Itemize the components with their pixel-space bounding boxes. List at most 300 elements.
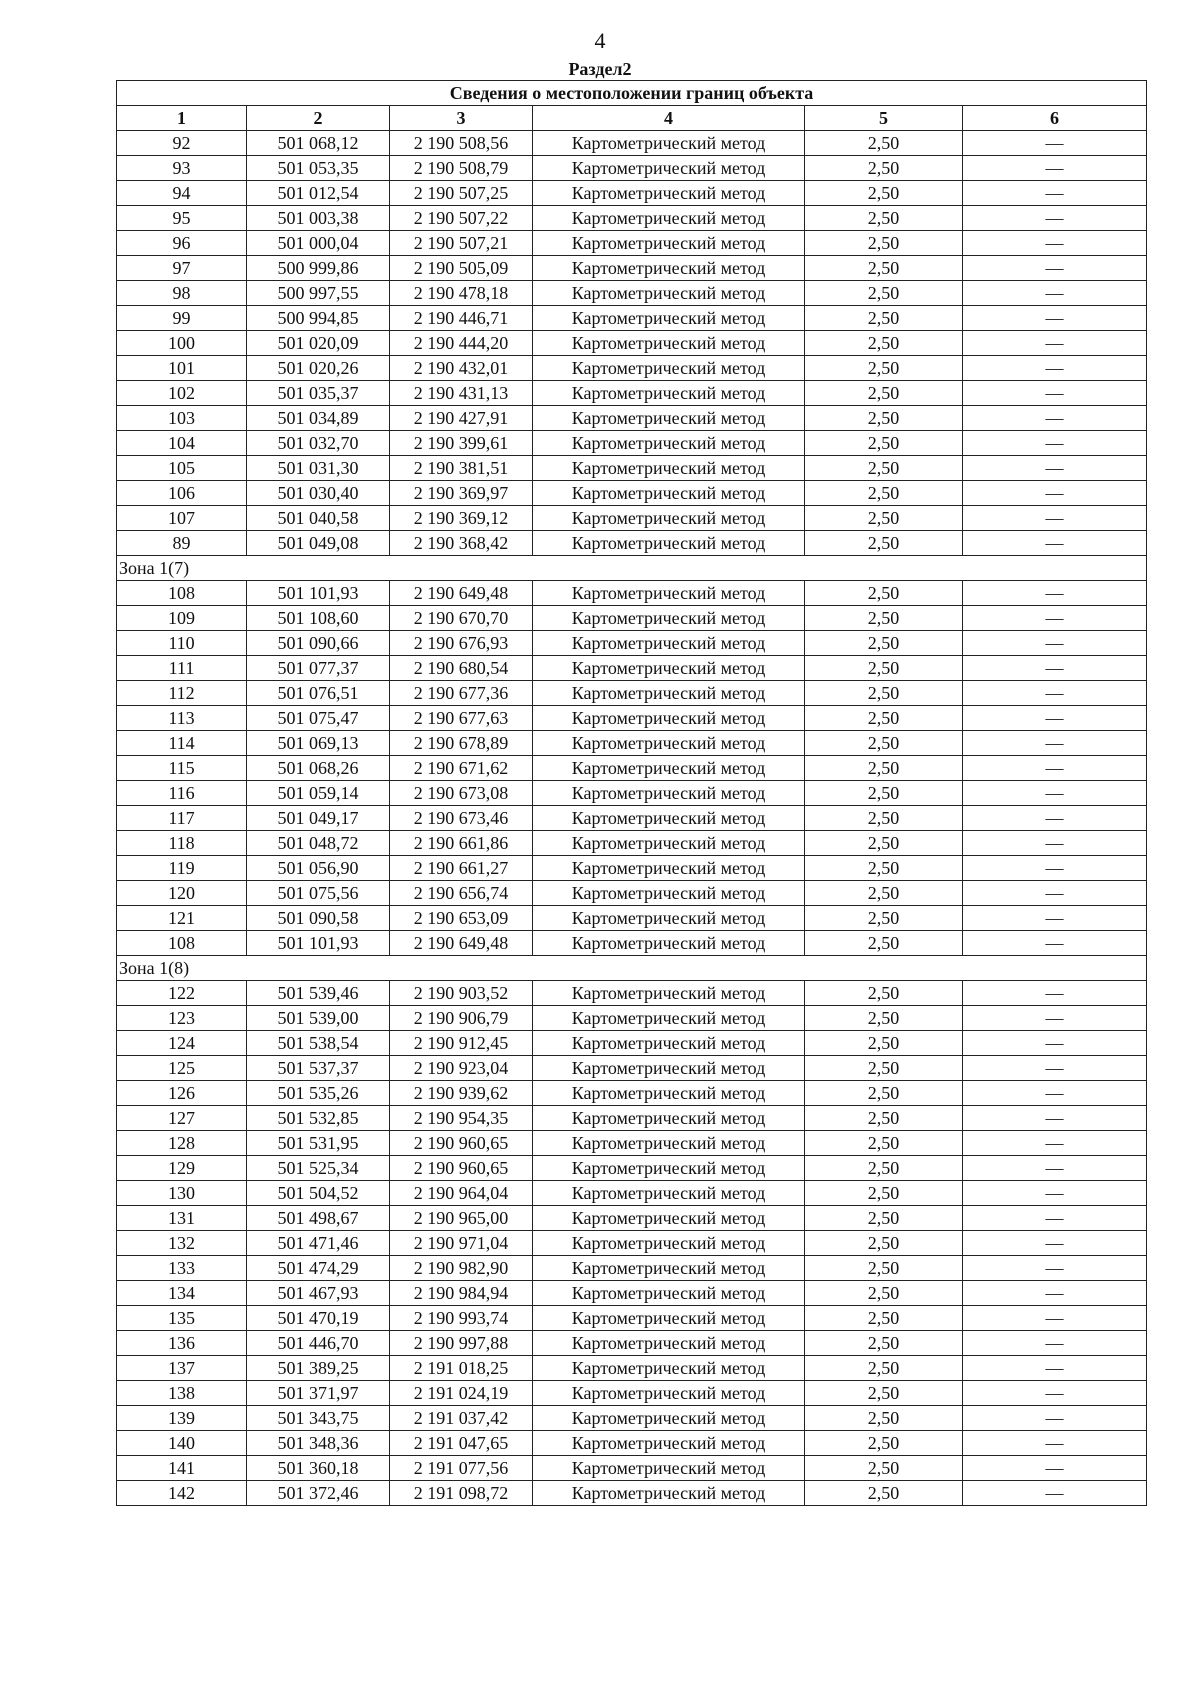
x-coordinate-cell: 501 059,14 (247, 781, 390, 806)
table-row (117, 706, 1147, 731)
y-coordinate-cell: 2 190 507,21 (390, 231, 533, 256)
accuracy-cell: 2,50 (805, 1031, 963, 1056)
table-row (117, 981, 1147, 1006)
accuracy-cell: 2,50 (805, 1231, 963, 1256)
y-coordinate-cell: 2 190 446,71 (390, 306, 533, 331)
x-coordinate-cell: 501 343,75 (247, 1406, 390, 1431)
method-cell: Картометрический метод (533, 1156, 805, 1181)
x-coordinate-cell: 501 068,26 (247, 756, 390, 781)
method-cell: Картометрический метод (533, 431, 805, 456)
accuracy-cell: 2,50 (805, 356, 963, 381)
y-coordinate-cell: 2 190 656,74 (390, 881, 533, 906)
y-coordinate-cell: 2 190 507,22 (390, 206, 533, 231)
table-row (117, 1181, 1147, 1206)
y-coordinate-cell: 2 190 661,27 (390, 856, 533, 881)
y-coordinate-cell: 2 190 670,70 (390, 606, 533, 631)
description-cell: — (963, 431, 1147, 456)
method-cell: Картометрический метод (533, 306, 805, 331)
method-cell: Картометрический метод (533, 1306, 805, 1331)
accuracy-cell: 2,50 (805, 256, 963, 281)
description-cell: — (963, 1281, 1147, 1306)
table-row (117, 156, 1147, 181)
description-cell: — (963, 1231, 1147, 1256)
table-row (117, 456, 1147, 481)
x-coordinate-cell: 501 048,72 (247, 831, 390, 856)
method-cell: Картометрический метод (533, 281, 805, 306)
x-coordinate-cell: 501 030,40 (247, 481, 390, 506)
description-cell: — (963, 406, 1147, 431)
accuracy-cell: 2,50 (805, 1156, 963, 1181)
table-caption-row (117, 81, 1147, 106)
accuracy-cell: 2,50 (805, 1306, 963, 1331)
table-row (117, 606, 1147, 631)
y-coordinate-cell: 2 190 399,61 (390, 431, 533, 456)
description-cell: — (963, 231, 1147, 256)
point-number-cell: 109 (117, 606, 247, 631)
x-coordinate-cell: 500 999,86 (247, 256, 390, 281)
description-cell: — (963, 356, 1147, 381)
table-row (117, 906, 1147, 931)
table-row (117, 281, 1147, 306)
y-coordinate-cell: 2 190 653,09 (390, 906, 533, 931)
x-coordinate-cell: 501 538,54 (247, 1031, 390, 1056)
point-number-cell: 113 (117, 706, 247, 731)
description-cell: — (963, 1481, 1147, 1506)
point-number-cell: 138 (117, 1381, 247, 1406)
accuracy-cell: 2,50 (805, 431, 963, 456)
point-number-cell: 133 (117, 1256, 247, 1281)
y-coordinate-cell: 2 190 678,89 (390, 731, 533, 756)
description-cell: — (963, 1181, 1147, 1206)
point-number-cell: 125 (117, 1056, 247, 1081)
point-number-cell: 131 (117, 1206, 247, 1231)
table-row (117, 1231, 1147, 1256)
x-coordinate-cell: 501 360,18 (247, 1456, 390, 1481)
method-cell: Картометрический метод (533, 606, 805, 631)
x-coordinate-cell: 501 056,90 (247, 856, 390, 881)
table-body (117, 131, 1147, 1506)
description-cell: — (963, 506, 1147, 531)
y-coordinate-cell: 2 190 903,52 (390, 981, 533, 1006)
table-row (117, 506, 1147, 531)
description-cell: — (963, 631, 1147, 656)
point-number-cell: 100 (117, 331, 247, 356)
method-cell: Картометрический метод (533, 181, 805, 206)
accuracy-cell: 2,50 (805, 906, 963, 931)
accuracy-cell: 2,50 (805, 781, 963, 806)
description-cell: — (963, 1331, 1147, 1356)
description-cell: — (963, 531, 1147, 556)
accuracy-cell: 2,50 (805, 1356, 963, 1381)
table-row (117, 806, 1147, 831)
description-cell: — (963, 931, 1147, 956)
table-row (117, 431, 1147, 456)
point-number-cell: 139 (117, 1406, 247, 1431)
method-cell: Картометрический метод (533, 656, 805, 681)
table-row (117, 731, 1147, 756)
description-cell: — (963, 256, 1147, 281)
point-number-cell: 92 (117, 131, 247, 156)
accuracy-cell: 2,50 (805, 1006, 963, 1031)
method-cell: Картометрический метод (533, 1256, 805, 1281)
method-cell: Картометрический метод (533, 1181, 805, 1206)
method-cell: Картометрический метод (533, 1106, 805, 1131)
y-coordinate-cell: 2 191 077,56 (390, 1456, 533, 1481)
table-row (117, 931, 1147, 956)
table-row (117, 1081, 1147, 1106)
table-row (117, 856, 1147, 881)
accuracy-cell: 2,50 (805, 806, 963, 831)
boundary-coordinates-table (116, 80, 1147, 1506)
point-number-cell: 140 (117, 1431, 247, 1456)
method-cell: Картометрический метод (533, 531, 805, 556)
table-row (117, 1431, 1147, 1456)
table-row (117, 231, 1147, 256)
x-coordinate-cell: 501 539,46 (247, 981, 390, 1006)
y-coordinate-cell: 2 190 478,18 (390, 281, 533, 306)
method-cell: Картометрический метод (533, 456, 805, 481)
y-coordinate-cell: 2 190 505,09 (390, 256, 533, 281)
accuracy-cell: 2,50 (805, 156, 963, 181)
x-coordinate-cell: 501 389,25 (247, 1356, 390, 1381)
accuracy-cell: 2,50 (805, 206, 963, 231)
description-cell: — (963, 831, 1147, 856)
accuracy-cell: 2,50 (805, 756, 963, 781)
table-row (117, 131, 1147, 156)
x-coordinate-cell: 501 069,13 (247, 731, 390, 756)
y-coordinate-cell: 2 190 677,63 (390, 706, 533, 731)
description-cell: — (963, 1431, 1147, 1456)
x-coordinate-cell: 501 535,26 (247, 1081, 390, 1106)
accuracy-cell: 2,50 (805, 306, 963, 331)
method-cell: Картометрический метод (533, 1456, 805, 1481)
y-coordinate-cell: 2 190 993,74 (390, 1306, 533, 1331)
point-number-cell: 119 (117, 856, 247, 881)
table-row (117, 356, 1147, 381)
method-cell: Картометрический метод (533, 506, 805, 531)
method-cell: Картометрический метод (533, 1081, 805, 1106)
y-coordinate-cell: 2 190 507,25 (390, 181, 533, 206)
x-coordinate-cell: 501 075,56 (247, 881, 390, 906)
point-number-cell: 103 (117, 406, 247, 431)
method-cell: Картометрический метод (533, 906, 805, 931)
zone-label: Зона 1(8) (117, 956, 1147, 981)
table-row (117, 631, 1147, 656)
point-number-cell: 127 (117, 1106, 247, 1131)
x-coordinate-cell: 501 446,70 (247, 1331, 390, 1356)
point-number-cell: 135 (117, 1306, 247, 1331)
method-cell: Картометрический метод (533, 206, 805, 231)
description-cell: — (963, 206, 1147, 231)
method-cell: Картометрический метод (533, 1006, 805, 1031)
x-coordinate-cell: 501 470,19 (247, 1306, 390, 1331)
x-coordinate-cell: 501 053,35 (247, 156, 390, 181)
table-row (117, 1006, 1147, 1031)
column-header: 6 (963, 106, 1147, 131)
point-number-cell: 97 (117, 256, 247, 281)
description-cell: — (963, 1056, 1147, 1081)
zone-header-row (117, 956, 1147, 981)
x-coordinate-cell: 501 049,17 (247, 806, 390, 831)
method-cell: Картометрический метод (533, 756, 805, 781)
description-cell: — (963, 981, 1147, 1006)
description-cell: — (963, 1006, 1147, 1031)
point-number-cell: 108 (117, 581, 247, 606)
point-number-cell: 101 (117, 356, 247, 381)
y-coordinate-cell: 2 190 965,00 (390, 1206, 533, 1231)
table-row (117, 531, 1147, 556)
y-coordinate-cell: 2 190 661,86 (390, 831, 533, 856)
table-row (117, 681, 1147, 706)
table-caption: Сведения о местоположении границ объекта (117, 81, 1147, 106)
accuracy-cell: 2,50 (805, 381, 963, 406)
point-number-cell: 121 (117, 906, 247, 931)
accuracy-cell: 2,50 (805, 281, 963, 306)
x-coordinate-cell: 501 003,38 (247, 206, 390, 231)
description-cell: — (963, 1456, 1147, 1481)
accuracy-cell: 2,50 (805, 1081, 963, 1106)
point-number-cell: 99 (117, 306, 247, 331)
accuracy-cell: 2,50 (805, 131, 963, 156)
accuracy-cell: 2,50 (805, 581, 963, 606)
x-coordinate-cell: 501 076,51 (247, 681, 390, 706)
y-coordinate-cell: 2 190 432,01 (390, 356, 533, 381)
accuracy-cell: 2,50 (805, 1181, 963, 1206)
x-coordinate-cell: 501 077,37 (247, 656, 390, 681)
column-header: 3 (390, 106, 533, 131)
x-coordinate-cell: 501 068,12 (247, 131, 390, 156)
method-cell: Картометрический метод (533, 831, 805, 856)
x-coordinate-cell: 501 108,60 (247, 606, 390, 631)
description-cell: — (963, 281, 1147, 306)
accuracy-cell: 2,50 (805, 406, 963, 431)
table-row (117, 481, 1147, 506)
description-cell: — (963, 1131, 1147, 1156)
description-cell: — (963, 1406, 1147, 1431)
method-cell: Картометрический метод (533, 731, 805, 756)
table-row (117, 781, 1147, 806)
x-coordinate-cell: 501 101,93 (247, 931, 390, 956)
point-number-cell: 130 (117, 1181, 247, 1206)
point-number-cell: 112 (117, 681, 247, 706)
method-cell: Картометрический метод (533, 1281, 805, 1306)
description-cell: — (963, 581, 1147, 606)
point-number-cell: 104 (117, 431, 247, 456)
accuracy-cell: 2,50 (805, 1406, 963, 1431)
description-cell: — (963, 131, 1147, 156)
y-coordinate-cell: 2 190 912,45 (390, 1031, 533, 1056)
y-coordinate-cell: 2 190 939,62 (390, 1081, 533, 1106)
accuracy-cell: 2,50 (805, 1106, 963, 1131)
description-cell: — (963, 1106, 1147, 1131)
method-cell: Картометрический метод (533, 631, 805, 656)
zone-label: Зона 1(7) (117, 556, 1147, 581)
description-cell: — (963, 1031, 1147, 1056)
accuracy-cell: 2,50 (805, 331, 963, 356)
x-coordinate-cell: 501 035,37 (247, 381, 390, 406)
point-number-cell: 120 (117, 881, 247, 906)
table-row (117, 1406, 1147, 1431)
table-row (117, 756, 1147, 781)
y-coordinate-cell: 2 190 671,62 (390, 756, 533, 781)
point-number-cell: 134 (117, 1281, 247, 1306)
method-cell: Картометрический метод (533, 856, 805, 881)
y-coordinate-cell: 2 191 024,19 (390, 1381, 533, 1406)
table-row (117, 1281, 1147, 1306)
method-cell: Картометрический метод (533, 256, 805, 281)
x-coordinate-cell: 501 012,54 (247, 181, 390, 206)
accuracy-cell: 2,50 (805, 631, 963, 656)
x-coordinate-cell: 501 525,34 (247, 1156, 390, 1181)
point-number-cell: 95 (117, 206, 247, 231)
point-number-cell: 94 (117, 181, 247, 206)
method-cell: Картометрический метод (533, 981, 805, 1006)
column-header: 4 (533, 106, 805, 131)
accuracy-cell: 2,50 (805, 881, 963, 906)
accuracy-cell: 2,50 (805, 1206, 963, 1231)
description-cell: — (963, 656, 1147, 681)
description-cell: — (963, 706, 1147, 731)
y-coordinate-cell: 2 190 923,04 (390, 1056, 533, 1081)
accuracy-cell: 2,50 (805, 931, 963, 956)
method-cell: Картометрический метод (533, 1056, 805, 1081)
section-title: Раздел2 (568, 59, 632, 79)
point-number-cell: 129 (117, 1156, 247, 1181)
method-cell: Картометрический метод (533, 1331, 805, 1356)
table-row (117, 406, 1147, 431)
table-row (117, 1131, 1147, 1156)
column-header-row (117, 106, 1147, 131)
x-coordinate-cell: 501 474,29 (247, 1256, 390, 1281)
table-row (117, 831, 1147, 856)
accuracy-cell: 2,50 (805, 831, 963, 856)
column-header: 1 (117, 106, 247, 131)
x-coordinate-cell: 501 034,89 (247, 406, 390, 431)
table-row (117, 1481, 1147, 1506)
x-coordinate-cell: 501 532,85 (247, 1106, 390, 1131)
description-cell: — (963, 881, 1147, 906)
method-cell: Картометрический метод (533, 806, 805, 831)
table-row (117, 1206, 1147, 1231)
accuracy-cell: 2,50 (805, 656, 963, 681)
table-row (117, 1031, 1147, 1056)
description-cell: — (963, 381, 1147, 406)
point-number-cell: 128 (117, 1131, 247, 1156)
y-coordinate-cell: 2 191 047,65 (390, 1431, 533, 1456)
accuracy-cell: 2,50 (805, 856, 963, 881)
description-cell: — (963, 906, 1147, 931)
point-number-cell: 142 (117, 1481, 247, 1506)
method-cell: Картометрический метод (533, 381, 805, 406)
x-coordinate-cell: 501 040,58 (247, 506, 390, 531)
method-cell: Картометрический метод (533, 1206, 805, 1231)
x-coordinate-cell: 500 994,85 (247, 306, 390, 331)
y-coordinate-cell: 2 190 508,56 (390, 131, 533, 156)
zone-header-row (117, 556, 1147, 581)
y-coordinate-cell: 2 190 982,90 (390, 1256, 533, 1281)
point-number-cell: 111 (117, 656, 247, 681)
accuracy-cell: 2,50 (805, 1131, 963, 1156)
accuracy-cell: 2,50 (805, 1431, 963, 1456)
description-cell: — (963, 156, 1147, 181)
point-number-cell: 114 (117, 731, 247, 756)
point-number-cell: 108 (117, 931, 247, 956)
accuracy-cell: 2,50 (805, 1381, 963, 1406)
point-number-cell: 110 (117, 631, 247, 656)
point-number-cell: 116 (117, 781, 247, 806)
y-coordinate-cell: 2 190 673,46 (390, 806, 533, 831)
method-cell: Картометрический метод (533, 1356, 805, 1381)
table-row (117, 1156, 1147, 1181)
x-coordinate-cell: 501 031,30 (247, 456, 390, 481)
method-cell: Картометрический метод (533, 406, 805, 431)
x-coordinate-cell: 501 090,58 (247, 906, 390, 931)
y-coordinate-cell: 2 191 018,25 (390, 1356, 533, 1381)
accuracy-cell: 2,50 (805, 1056, 963, 1081)
y-coordinate-cell: 2 190 984,94 (390, 1281, 533, 1306)
point-number-cell: 106 (117, 481, 247, 506)
description-cell: — (963, 681, 1147, 706)
method-cell: Картометрический метод (533, 331, 805, 356)
point-number-cell: 137 (117, 1356, 247, 1381)
table-row (117, 1106, 1147, 1131)
point-number-cell: 123 (117, 1006, 247, 1031)
table-row (117, 581, 1147, 606)
x-coordinate-cell: 501 467,93 (247, 1281, 390, 1306)
y-coordinate-cell: 2 190 444,20 (390, 331, 533, 356)
table-row (117, 656, 1147, 681)
point-number-cell: 126 (117, 1081, 247, 1106)
accuracy-cell: 2,50 (805, 481, 963, 506)
x-coordinate-cell: 501 537,37 (247, 1056, 390, 1081)
method-cell: Картометрический метод (533, 131, 805, 156)
x-coordinate-cell: 501 075,47 (247, 706, 390, 731)
y-coordinate-cell: 2 190 369,12 (390, 506, 533, 531)
x-coordinate-cell: 501 000,04 (247, 231, 390, 256)
table-row (117, 206, 1147, 231)
y-coordinate-cell: 2 190 508,79 (390, 156, 533, 181)
y-coordinate-cell: 2 190 971,04 (390, 1231, 533, 1256)
method-cell: Картометрический метод (533, 481, 805, 506)
accuracy-cell: 2,50 (805, 731, 963, 756)
accuracy-cell: 2,50 (805, 981, 963, 1006)
table-row (117, 1056, 1147, 1081)
point-number-cell: 118 (117, 831, 247, 856)
table-row (117, 1381, 1147, 1406)
y-coordinate-cell: 2 190 677,36 (390, 681, 533, 706)
point-number-cell: 107 (117, 506, 247, 531)
method-cell: Картометрический метод (533, 1231, 805, 1256)
point-number-cell: 102 (117, 381, 247, 406)
table-row (117, 1356, 1147, 1381)
description-cell: — (963, 1206, 1147, 1231)
accuracy-cell: 2,50 (805, 706, 963, 731)
x-coordinate-cell: 501 504,52 (247, 1181, 390, 1206)
point-number-cell: 98 (117, 281, 247, 306)
point-number-cell: 141 (117, 1456, 247, 1481)
description-cell: — (963, 756, 1147, 781)
y-coordinate-cell: 2 191 098,72 (390, 1481, 533, 1506)
description-cell: — (963, 481, 1147, 506)
x-coordinate-cell: 501 090,66 (247, 631, 390, 656)
x-coordinate-cell: 501 020,26 (247, 356, 390, 381)
description-cell: — (963, 1081, 1147, 1106)
table-row (117, 881, 1147, 906)
description-cell: — (963, 806, 1147, 831)
y-coordinate-cell: 2 190 368,42 (390, 531, 533, 556)
table-row (117, 1331, 1147, 1356)
x-coordinate-cell: 501 049,08 (247, 531, 390, 556)
